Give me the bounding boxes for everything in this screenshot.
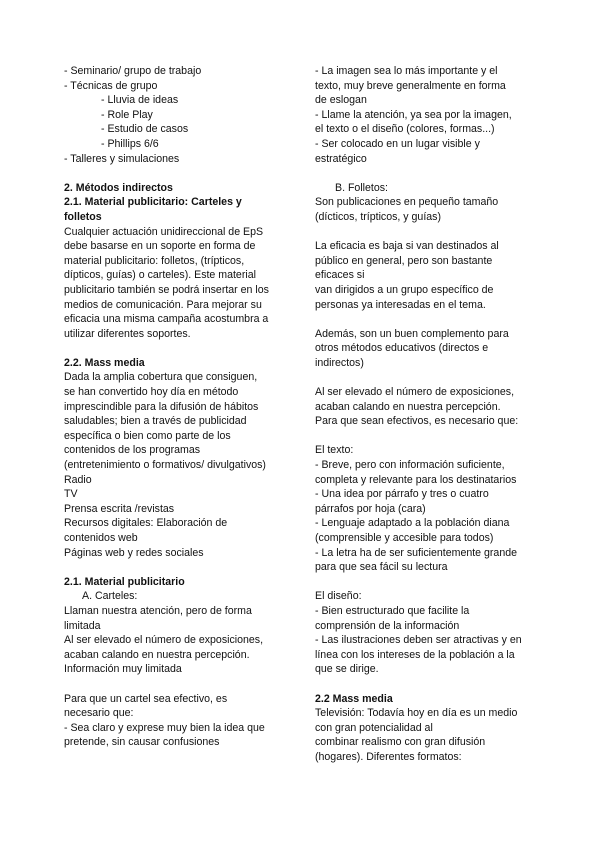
list-item: - Técnicas de grupo bbox=[64, 79, 158, 92]
paragraph-line: combinar realismo con gran difusión bbox=[315, 736, 486, 749]
paragraph-line: eficacia una misma campaña acostumbra a bbox=[64, 313, 269, 326]
paragraph-line: Para que sean efectivos, es necesario que: bbox=[315, 415, 519, 428]
paragraph-line: - Sea claro y exprese muy bien la idea que bbox=[64, 721, 265, 734]
paragraph-line: - Llame la atención, ya sea por la imagen, bbox=[315, 108, 512, 121]
paragraph-line: medios de comunicación. Para mejorar su bbox=[64, 298, 262, 311]
paragraph-line: acaban calando en nuestra percepción. bbox=[64, 648, 250, 661]
paragraph-line: La eficacia es baja si van destinados al bbox=[315, 240, 499, 253]
subheading-folletos: B. Folletos: bbox=[335, 181, 388, 194]
paragraph-line: párrafos por hoja (cara) bbox=[315, 502, 426, 515]
paragraph-line: línea con los intereses de la población a la bbox=[315, 648, 515, 661]
paragraph-line: Para que un cartel sea efectivo, es bbox=[64, 692, 228, 705]
paragraph-line: TV bbox=[64, 488, 78, 501]
paragraph-line: Al ser elevado el número de exposiciones, bbox=[315, 386, 515, 399]
paragraph-line: contenidos de los programas bbox=[64, 444, 201, 457]
section-heading-mass-media-2: 2.2 Mass media bbox=[315, 692, 393, 705]
paragraph-line: texto, muy breve generalmente en forma bbox=[315, 79, 506, 92]
left-column bbox=[64, 64, 292, 750]
paragraph-line: saludables; bien a través de publicidad bbox=[64, 415, 247, 428]
paragraph-line: utilizar diferentes soportes. bbox=[64, 327, 191, 340]
paragraph-line: comprensión de la información bbox=[315, 619, 460, 632]
section-heading-material-publicitario: 2.1. Material publicitario: Carteles y bbox=[64, 196, 242, 209]
paragraph-line: indirectos) bbox=[315, 356, 364, 369]
paragraph-line: Son publicaciones en pequeño tamaño bbox=[315, 196, 499, 209]
paragraph-line: debe basarse en un soporte en forma de bbox=[64, 240, 256, 253]
paragraph-line: personas ya interesadas en el tema. bbox=[315, 298, 486, 311]
paragraph-line: Dada la amplia cobertura que consiguen, bbox=[64, 371, 258, 384]
paragraph-line: el texto o el diseño (colores, formas...) bbox=[315, 123, 495, 136]
paragraph-line: eficaces si bbox=[315, 269, 365, 282]
paragraph-line: acaban calando en nuestra percepción. bbox=[315, 400, 501, 413]
paragraph-line: - La imagen sea lo más importante y el bbox=[315, 65, 498, 77]
paragraph-line: Llaman nuestra atención, pero de forma bbox=[64, 604, 252, 617]
paragraph-line: de eslogan bbox=[315, 94, 367, 107]
paragraph-line: Televisión: Todavía hoy en día es un medio bbox=[315, 707, 518, 720]
paragraph-line: - Una idea por párrafo y tres o cuatro bbox=[315, 488, 489, 501]
paragraph-line: material publicitario: folletos, (trípticos, bbox=[64, 254, 245, 267]
right-column bbox=[315, 64, 545, 765]
paragraph-line: Radio bbox=[64, 473, 92, 486]
paragraph-line: que se dirige. bbox=[315, 663, 379, 676]
paragraph-line: Cualquier actuación unidireccional de EpS bbox=[64, 225, 264, 238]
section-heading-metodos-indirectos: 2. Métodos indirectos bbox=[64, 181, 173, 194]
paragraph-line: dípticos, guías) o carteles). Este material bbox=[64, 269, 256, 282]
paragraph-line: - Ser colocado en un lugar visible y bbox=[315, 137, 480, 150]
paragraph-line: específica o bien como parte de los bbox=[64, 429, 231, 442]
paragraph-line: El diseño: bbox=[315, 590, 362, 603]
paragraph-line: (hogares). Diferentes formatos: bbox=[315, 750, 462, 763]
sublist-item: - Phillips 6/6 bbox=[101, 137, 159, 150]
paragraph-line: - Bien estructurado que facilite la bbox=[315, 604, 470, 617]
paragraph-line: otros métodos educativos (directos e bbox=[315, 342, 489, 355]
paragraph-line: se han convertido hoy día en método bbox=[64, 386, 239, 399]
paragraph-line: - Lenguaje adaptado a la población diana bbox=[315, 517, 510, 530]
paragraph-line: estratégico bbox=[315, 152, 367, 165]
list-item: - Talleres y simulaciones bbox=[64, 152, 180, 165]
paragraph-line: (dícticos, trípticos, y guías) bbox=[315, 210, 441, 223]
paragraph-line: Al ser elevado el número de exposiciones, bbox=[64, 634, 264, 647]
paragraph-line: Recursos digitales: Elaboración de bbox=[64, 517, 228, 530]
paragraph-line: Prensa escrita /revistas bbox=[64, 502, 175, 515]
paragraph-line: imprescindible para la difusión de hábitos bbox=[64, 400, 259, 413]
paragraph-line: El texto: bbox=[315, 444, 354, 457]
paragraph-line: (comprensible y accesible para todos) bbox=[315, 532, 494, 544]
paragraph-line: con gran potencialidad al bbox=[315, 721, 433, 734]
paragraph-line: - Breve, pero con información suficiente, bbox=[315, 459, 505, 472]
section-heading-material-publicitario-2: 2.1. Material publicitario bbox=[64, 575, 185, 588]
subheading-carteles: A. Carteles: bbox=[82, 590, 138, 603]
paragraph-line: publicitario también se podrá insertar en los bbox=[64, 283, 269, 296]
paragraph-line: limitada bbox=[64, 619, 101, 632]
sublist-item: - Estudio de casos bbox=[101, 123, 189, 136]
paragraph-line: público en general, pero son bastante bbox=[315, 254, 493, 267]
paragraph-line: (entretenimiento o formativos/ divulgativos) bbox=[64, 459, 266, 472]
list-item: - Seminario/ grupo de trabajo bbox=[64, 65, 202, 77]
paragraph-line: contenidos web bbox=[64, 532, 138, 544]
paragraph-line: necesario que: bbox=[64, 707, 134, 720]
sublist-item: - Lluvia de ideas bbox=[101, 94, 179, 107]
section-heading-material-publicitario-cont: folletos bbox=[64, 210, 102, 223]
paragraph-line: Información muy limitada bbox=[64, 663, 182, 676]
paragraph-line: completa y relevante para los destinatarios bbox=[315, 473, 517, 486]
paragraph-line: Además, son un buen complemento para bbox=[315, 327, 509, 340]
sublist-item: - Role Play bbox=[101, 108, 153, 121]
paragraph-line: van dirigidos a un grupo específico de bbox=[315, 283, 494, 296]
paragraph-line: pretende, sin causar confusiones bbox=[64, 736, 220, 749]
paragraph-line: para que sea fácil su lectura bbox=[315, 561, 448, 574]
paragraph-line: - Las ilustraciones deben ser atractivas y en bbox=[315, 634, 522, 647]
paragraph-line: - La letra ha de ser suficientemente grande bbox=[315, 546, 517, 559]
paragraph-line: Páginas web y redes sociales bbox=[64, 546, 204, 559]
section-heading-mass-media: 2.2. Mass media bbox=[64, 356, 145, 369]
